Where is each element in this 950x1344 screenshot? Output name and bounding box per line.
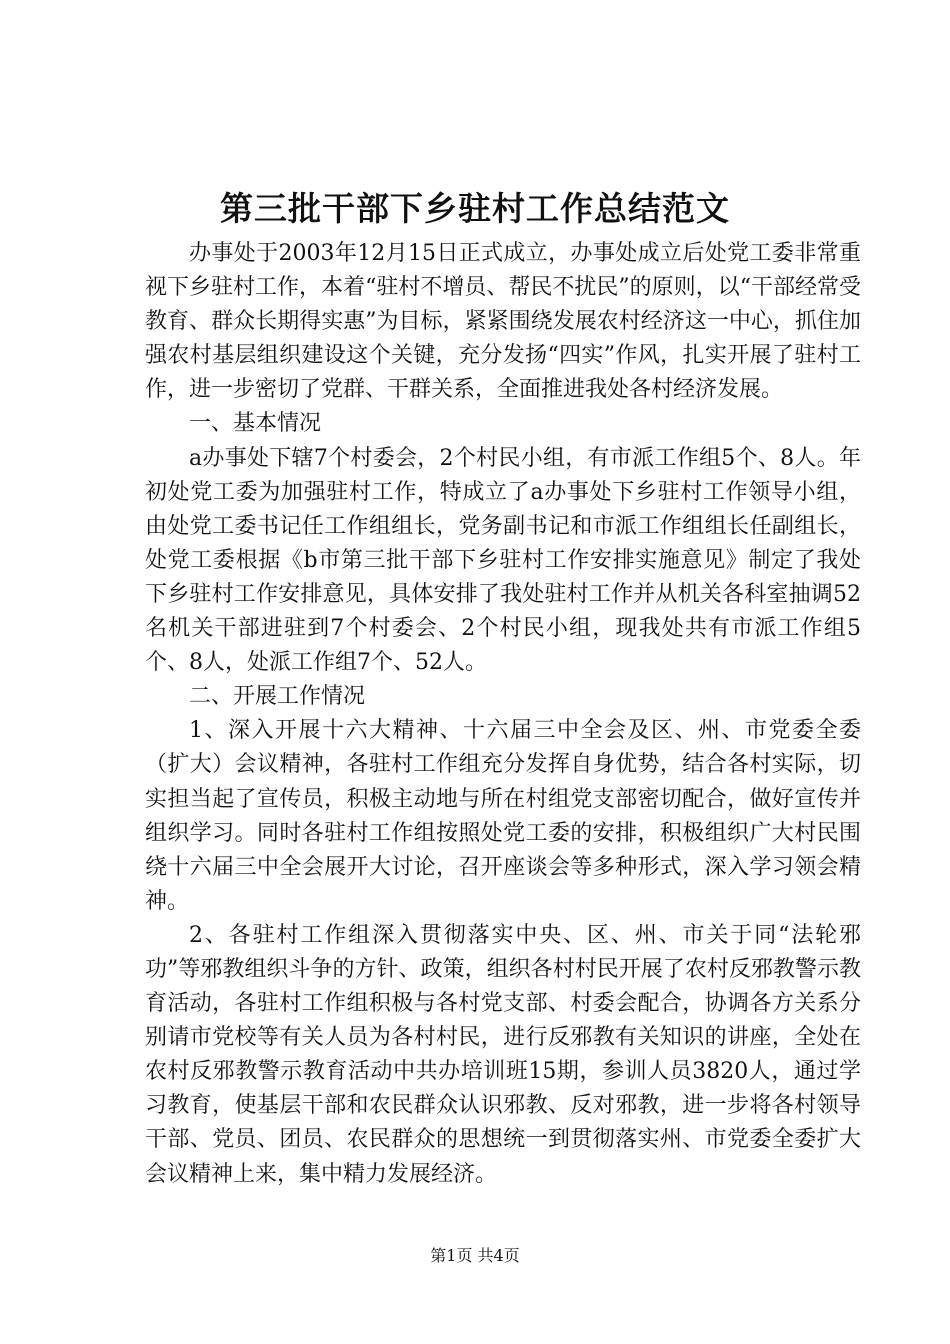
work-item-1-paragraph: 1、深入开展十六大精神、十六届三中全会及区、州、市党委全委（扩大）会议精神，各驻村工作组充分发挥自身优势，结合各村实际，切实担当起了宣传员，积极主动地与所在村组党支部密切配合，做好宣传并组织学习。同时各驻村工作组按照处党工委的安排，积极组织广大村民围绕十六届三中全会展开大讨论，召开座谈会等多种形式，深入学习领会精神。 <box>145 718 861 914</box>
section-heading-work: 二、开展工作情况 <box>189 684 366 710</box>
document-title: 第三批干部下乡驻村工作总结范文 <box>220 189 730 228</box>
work-item-2-paragraph: 2、各驻村工作组深入贯彻落实中央、区、州、市关于同“法轮邪功”等邪教组织斗争的方针、政策，组织各村村民开展了农村反邪教警示教育活动，各驻村工作组积极与各村党支部、村委会配合，协调各方关系分别请市党校等有关人员为各村村民，进行反邪教有关知识的讲座，全处在农村反邪教警示教育活动中共办培训班15期，参训人员3820人，通过学习教育，使基层干部和农民群众认识邪教、反对邪教，进一步将各村领导干部、党员、团员、农民群众的思想统一到贯彻落实州、市党委全委扩大会议精神上来，集中精力发展经济。 <box>145 922 861 1187</box>
section-heading-basic: 一、基本情况 <box>189 411 322 437</box>
basic-situation-paragraph: a办事处下辖7个村委会，2个村民小组，有市派工作组5个、8人。年初处党工委为加强驻村工作，特成立了a办事处下乡驻村工作领导小组，由处党工委书记任工作组组长，党务副书记和市派工作组组长任副组长，处党工委根据《b市第三批干部下乡驻村工作安排实施意见》制定了我处下乡驻村工作安排意见，具体安排了我处驻村工作并从机关各科室抽调52名机关干部进驻到7个村委会、2个村民小组，现我处共有市派工作组5个、8人，处派工作组7个、52人。 <box>145 445 861 676</box>
intro-paragraph: 办事处于2003年12月15日正式成立，办事处成立后处党工委非常重视下乡驻村工作，本着“驻村不增员、帮民不扰民”的原则，以“干部经常受教育、群众长期得实惠”为目标，紧紧围绕发展农村经济这一中心，抓住加强农村基层组织建设这个关键，充分发扬“四实”作风，扎实开展了驻村工作，进一步密切了党群、干群关系，全面推进我处各村经济发展。 <box>145 241 861 403</box>
page-footer: 第1页 共4页 <box>430 1246 520 1265</box>
document-body <box>145 237 861 1192</box>
